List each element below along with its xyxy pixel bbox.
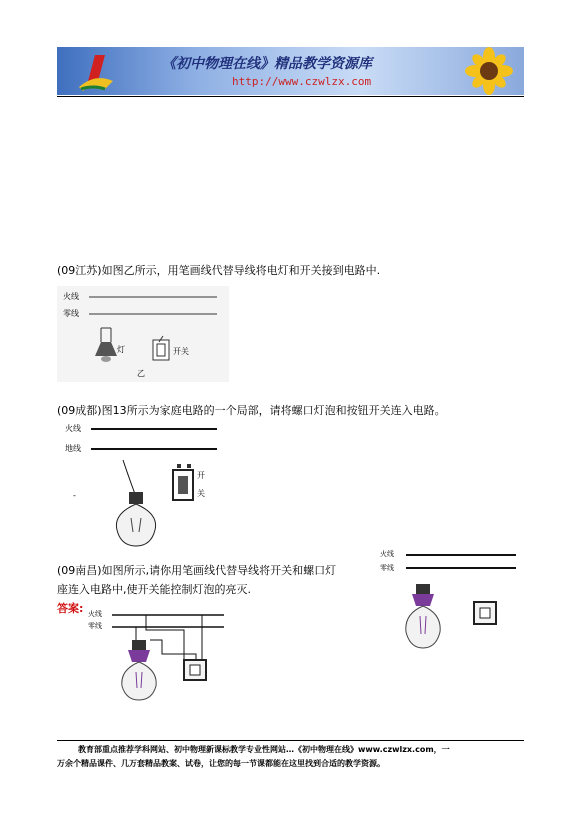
q2-switch-label-b: 关 — [197, 489, 205, 498]
switch-icon — [153, 336, 169, 360]
question-1-figure — [57, 286, 229, 382]
sunflower-icon — [455, 47, 524, 95]
q2-switch-label-a: 开 — [197, 471, 205, 480]
question-2-figure — [57, 418, 232, 550]
q3-neutral-label: 零线 — [380, 564, 394, 572]
q1-neutral-label: 零线 — [63, 309, 79, 318]
header-title: 《初中物理在线》精品教学资源库 — [162, 56, 372, 72]
svg-text:-: - — [73, 491, 76, 500]
header-url[interactable]: http://www.czwlzx.com — [232, 75, 372, 88]
question-3-line-1: (09南昌)如图所示,请你用笔画线代替导线将开关和螺口灯 — [57, 564, 337, 577]
q1-live-label: 火线 — [63, 292, 79, 301]
footer-rule — [57, 740, 524, 741]
answer-live-label: 火线 — [88, 610, 102, 618]
footer-line-1: 教育部重点推荐学科网站、初中物理新课标教学专业性网站…《初中物理在线》www.czwlzx.com，一 — [78, 745, 450, 754]
bulb-icon — [122, 640, 156, 700]
header-rule — [57, 96, 524, 97]
logo-icon — [75, 51, 115, 91]
q3-live-label: 火线 — [380, 550, 394, 558]
switch-icon — [474, 602, 496, 624]
bulb-icon — [406, 584, 440, 648]
answer-label: 答案: — [57, 602, 84, 615]
q1-switch-label: 开关 — [173, 347, 189, 356]
q1-lamp-label: 灯 — [117, 345, 125, 354]
answer-figure — [86, 606, 226, 702]
header-banner — [57, 47, 524, 95]
question-3-line-2: 座连入电路中,使开关能控制灯泡的亮灭. — [57, 583, 251, 596]
bulb-icon — [116, 460, 155, 546]
footer-line-2: 万余个精品课件、几万套精品教案、试卷，让您的每一节课都能在这里找到合适的教学资源。 — [57, 759, 385, 768]
answer-neutral-label: 零线 — [88, 622, 102, 630]
switch-icon — [173, 464, 193, 500]
question-1-text: (09江苏)如图乙所示，用笔画线代替导线将电灯和开关接到电路中. — [57, 264, 381, 277]
switch-icon — [184, 660, 206, 680]
q1-caption: 乙 — [137, 369, 145, 378]
q2-ground-label: 地线 — [65, 444, 81, 453]
q2-live-label: 火线 — [65, 424, 81, 433]
question-3-figure — [378, 546, 523, 656]
question-2-text: (09成都)图13所示为家庭电路的一个局部，请将螺口灯泡和按钮开关连入电路。 — [57, 404, 446, 417]
